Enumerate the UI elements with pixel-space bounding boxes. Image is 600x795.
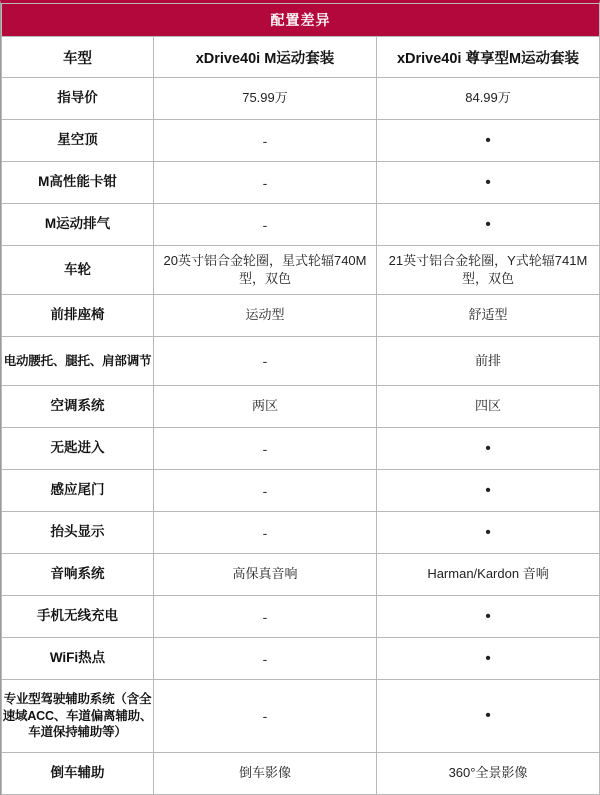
- table-row: [2, 120, 600, 162]
- table-body: [2, 78, 600, 795]
- cell-trim-a: 运动型: [154, 295, 377, 337]
- table-row: [2, 78, 600, 120]
- table-row: [2, 596, 600, 638]
- table-row: [2, 680, 600, 753]
- table-row: [2, 246, 600, 295]
- cell-trim-a: -: [154, 428, 377, 470]
- row-label: 音响系统: [2, 554, 154, 596]
- row-label: 抬头显示: [2, 512, 154, 554]
- column-header-label: 车型: [2, 37, 154, 78]
- table-row: [2, 162, 600, 204]
- row-label: 空调系统: [2, 386, 154, 428]
- row-label: 倒车辅助: [2, 753, 154, 795]
- table-header-row: [2, 37, 600, 78]
- cell-trim-a: 倒车影像: [154, 753, 377, 795]
- column-header-trim-a: xDrive40i M运动套装: [154, 37, 377, 78]
- table-row: [2, 428, 600, 470]
- page-title: 配置差异: [2, 4, 600, 37]
- row-label: WiFi热点: [2, 638, 154, 680]
- cell-trim-a: -: [154, 120, 377, 162]
- row-label: M运动排气: [2, 204, 154, 246]
- table-row: [2, 337, 600, 386]
- cell-trim-a: -: [154, 470, 377, 512]
- cell-trim-b: •: [377, 470, 600, 512]
- table-row: [2, 295, 600, 337]
- cell-trim-b: •: [377, 512, 600, 554]
- cell-trim-a: -: [154, 162, 377, 204]
- cell-trim-b: 四区: [377, 386, 600, 428]
- cell-trim-b: 舒适型: [377, 295, 600, 337]
- config-comparison-table: [1, 3, 600, 795]
- row-label: 星空顶: [2, 120, 154, 162]
- cell-trim-a: 75.99万: [154, 78, 377, 120]
- cell-trim-b: •: [377, 204, 600, 246]
- table-row: [2, 638, 600, 680]
- cell-trim-b: •: [377, 596, 600, 638]
- row-label: 感应尾门: [2, 470, 154, 512]
- cell-trim-a: -: [154, 204, 377, 246]
- cell-trim-b: 前排: [377, 337, 600, 386]
- table-row: [2, 204, 600, 246]
- cell-trim-b: •: [377, 638, 600, 680]
- cell-trim-b: •: [377, 162, 600, 204]
- cell-trim-a: -: [154, 512, 377, 554]
- cell-trim-a: -: [154, 638, 377, 680]
- table-row: [2, 554, 600, 596]
- cell-trim-b: •: [377, 680, 600, 753]
- table-title-row: [2, 4, 600, 37]
- table-row: [2, 386, 600, 428]
- cell-trim-b: •: [377, 120, 600, 162]
- cell-trim-b: •: [377, 428, 600, 470]
- cell-trim-b: 360°全景影像: [377, 753, 600, 795]
- table-row: [2, 753, 600, 795]
- cell-trim-a: -: [154, 680, 377, 753]
- table-row: [2, 512, 600, 554]
- row-label: 前排座椅: [2, 295, 154, 337]
- cell-trim-a: 20英寸铝合金轮圈，星式轮辐740M型，双色: [154, 246, 377, 295]
- row-label: 专业型驾驶辅助系统（含全速域ACC、车道偏离辅助、车道保持辅助等）: [2, 680, 154, 753]
- cell-trim-a: 高保真音响: [154, 554, 377, 596]
- cell-trim-b: 84.99万: [377, 78, 600, 120]
- row-label: 电动腰托、腿托、肩部调节: [2, 337, 154, 386]
- cell-trim-a: 两区: [154, 386, 377, 428]
- cell-trim-a: -: [154, 337, 377, 386]
- row-label: 无匙进入: [2, 428, 154, 470]
- cell-trim-b: Harman/Kardon 音响: [377, 554, 600, 596]
- cell-trim-a: -: [154, 596, 377, 638]
- row-label: 手机无线充电: [2, 596, 154, 638]
- cell-trim-b: 21英寸铝合金轮圈，Y式轮辐741M型，双色: [377, 246, 600, 295]
- row-label: 指导价: [2, 78, 154, 120]
- row-label: 车轮: [2, 246, 154, 295]
- row-label: M高性能卡钳: [2, 162, 154, 204]
- table-row: [2, 470, 600, 512]
- column-header-trim-b: xDrive40i 尊享型M运动套装: [377, 37, 600, 78]
